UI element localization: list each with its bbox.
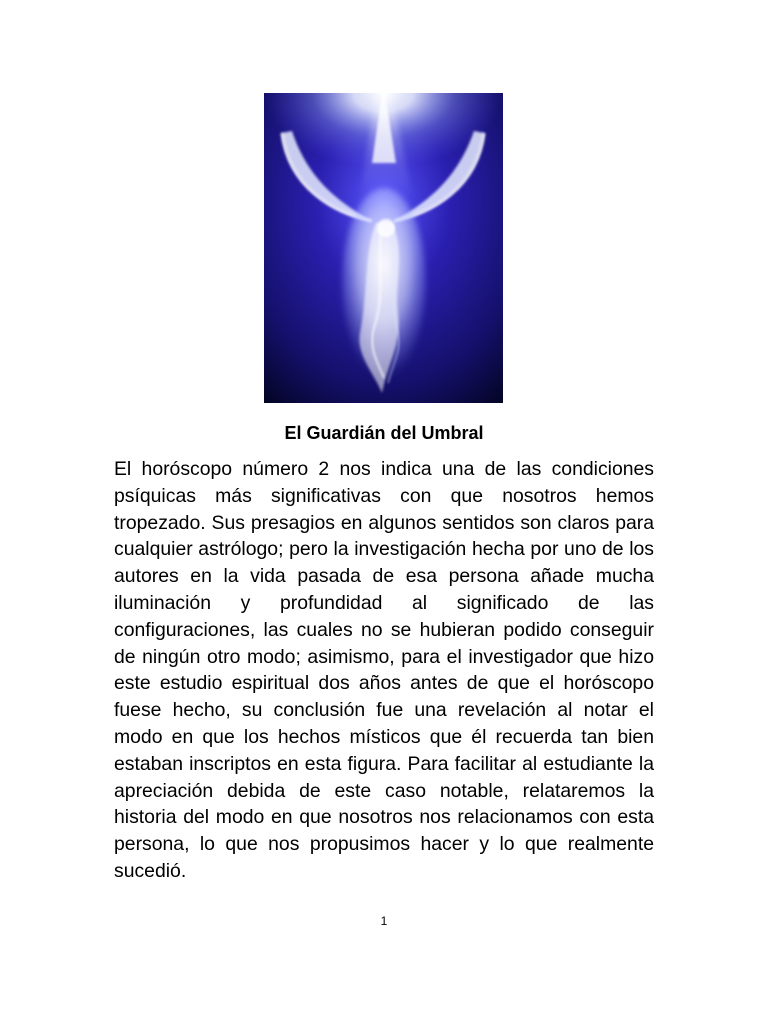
guardian-illustration bbox=[264, 93, 503, 403]
document-title: El Guardián del Umbral bbox=[284, 423, 484, 443]
body-paragraph: El horóscopo número 2 nos indica una de las condiciones psíquicas más significativas con que nosotros hemos tropezado. Sus presagios en algunos sentidos son claros para cualquier astrólogo; pero la investigación hecha por uno de los autores en la vida pasada de esa persona añade mucha iluminación y profundidad al significado de las configuraciones, las cuales no se hubieran podido conseguir de ningún otro modo; asimismo, para el investigador que hizo este estudio espiritual dos años antes de que el horóscopo fuese hecho, su conclusión fue una revelación al notar el modo en que los hechos místicos que él recuerda tan bien estaban inscriptos en esta figura. Para facilitar al estudiante la apreciación debida de este caso notable, relataremos la historia del modo en que nosotros nos relacionamos con esta persona, lo que nos propusimos hacer y lo que realmente sucedió. bbox=[114, 458, 654, 882]
glowing-angel-figure-icon bbox=[264, 93, 503, 403]
page-number: 1 bbox=[380, 914, 388, 928]
